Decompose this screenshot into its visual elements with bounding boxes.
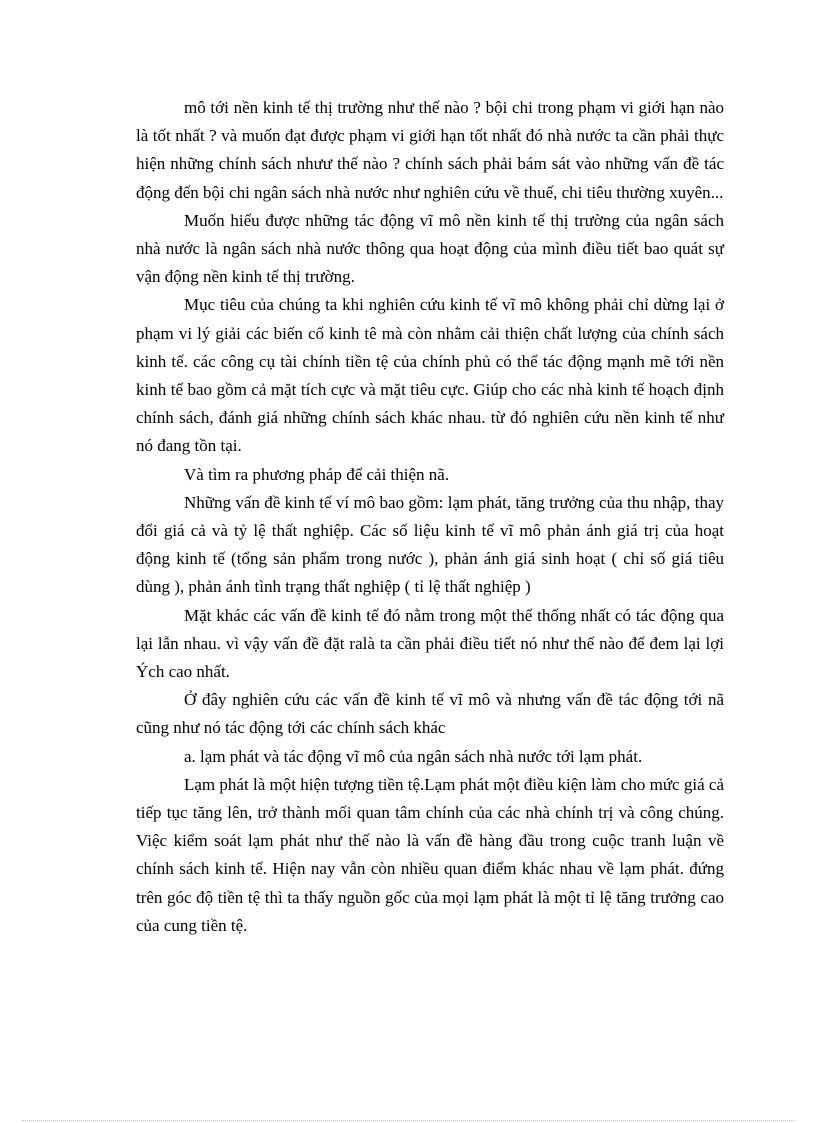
document-body [136, 94, 724, 940]
paragraph-2: Muốn hiểu được những tác động vĩ mô nền kinh tế thị trường của ngân sách nhà nước là ngân sách nhà nước thông qua hoạt động của mình điều tiết bao quát sự vận động nền kinh tế thị trường. [136, 210, 724, 287]
section-heading-a: a. lạm phát và tác động vĩ mô của ngân sách nhà nước tới lạm phát. [184, 746, 643, 766]
paragraph-7: Ở đây nghiên cứu các vấn đề kinh tế vĩ mô và nhưng vấn đề tác động tới nã cũng như nó tác động tới các chính sách khác [136, 690, 724, 738]
page-footer-rule [22, 1120, 794, 1121]
paragraph-9: Lạm phát là một hiện tượng tiền tệ.Lạm phát một điều kiện làm cho mức giá cả tiếp tục tăng lên, trở thành mối quan tâm chính của các nhà chính trị và công chúng. Việc kiểm soát lạm phát như thế nào là vấn đề hàng đầu trong cuộc tranh luận về chính sách kinh tế. Hiện nay vẫn còn nhiều quan điểm khác nhau về lạm phát. đứng trên góc độ tiền tệ thì ta thấy nguồn gốc của mọi lạm phát là một tỉ lệ tăng trưởng cao của cung tiền tệ. [136, 774, 724, 935]
paragraph-6: Mặt khác các vấn đề kinh tế đó nằm trong một thể thống nhất có tác động qua lại lẫn nhau. vì vậy vấn đề đặt ralà ta cần phải điều tiết nó như thế nào để đem lại lợi Ých cao nhất. [136, 605, 724, 682]
paragraph-5: Những vấn đề kinh tế ví mô bao gồm: lạm phát, tăng trưởng của thu nhập, thay đổi giá cả và tỷ lệ thất nghiệp. Các số liệu kinh tế vĩ mô phản ánh giá trị của hoạt động kinh tế (tổng sản phẩm trong nước ), phản ánh giá sinh hoạt ( chỉ số giá tiêu dùng ), phản ánh tình trạng thất nghiệp ( tỉ lệ thất nghiệp ) [136, 492, 724, 597]
paragraph-3: Mục tiêu của chúng ta khi nghiên cứu kinh tế vĩ mô không phải chỉ dừng lại ở phạm vi lý giải các biến cố kinh tê mà còn nhằm cải thiện chất lượng của chính sách kinh tế. các công cụ tài chính tiền tệ của chính phủ có thể tác động mạnh mẽ tới nền kinh tế bao gồm cả mặt tích cực và mặt tiêu cực. Giúp cho các nhà kinh tế hoạch định chính sách, đánh giá những chính sách khác nhau. từ đó nghiên cứu nền kinh tế như nó đang tồn tại. [136, 295, 724, 456]
paragraph-1: mô tới nền kinh tế thị trường như thế nào ? bội chi trong phạm vi giới hạn nào là tốt nhất ? và muốn đạt được phạm vi giới hạn tốt nhất đó nhà nước ta cần phải thực hiện những chính sách nhưư thế nào ? chính sách phải bám sát vào những vấn đề tác động đến bội chi ngân sách nhà nước như nghiên cứu về thuế, chi tiêu thường xuyên... [136, 98, 724, 202]
paragraph-4: Và tìm ra phương pháp để cải thiện nã. [184, 464, 450, 484]
